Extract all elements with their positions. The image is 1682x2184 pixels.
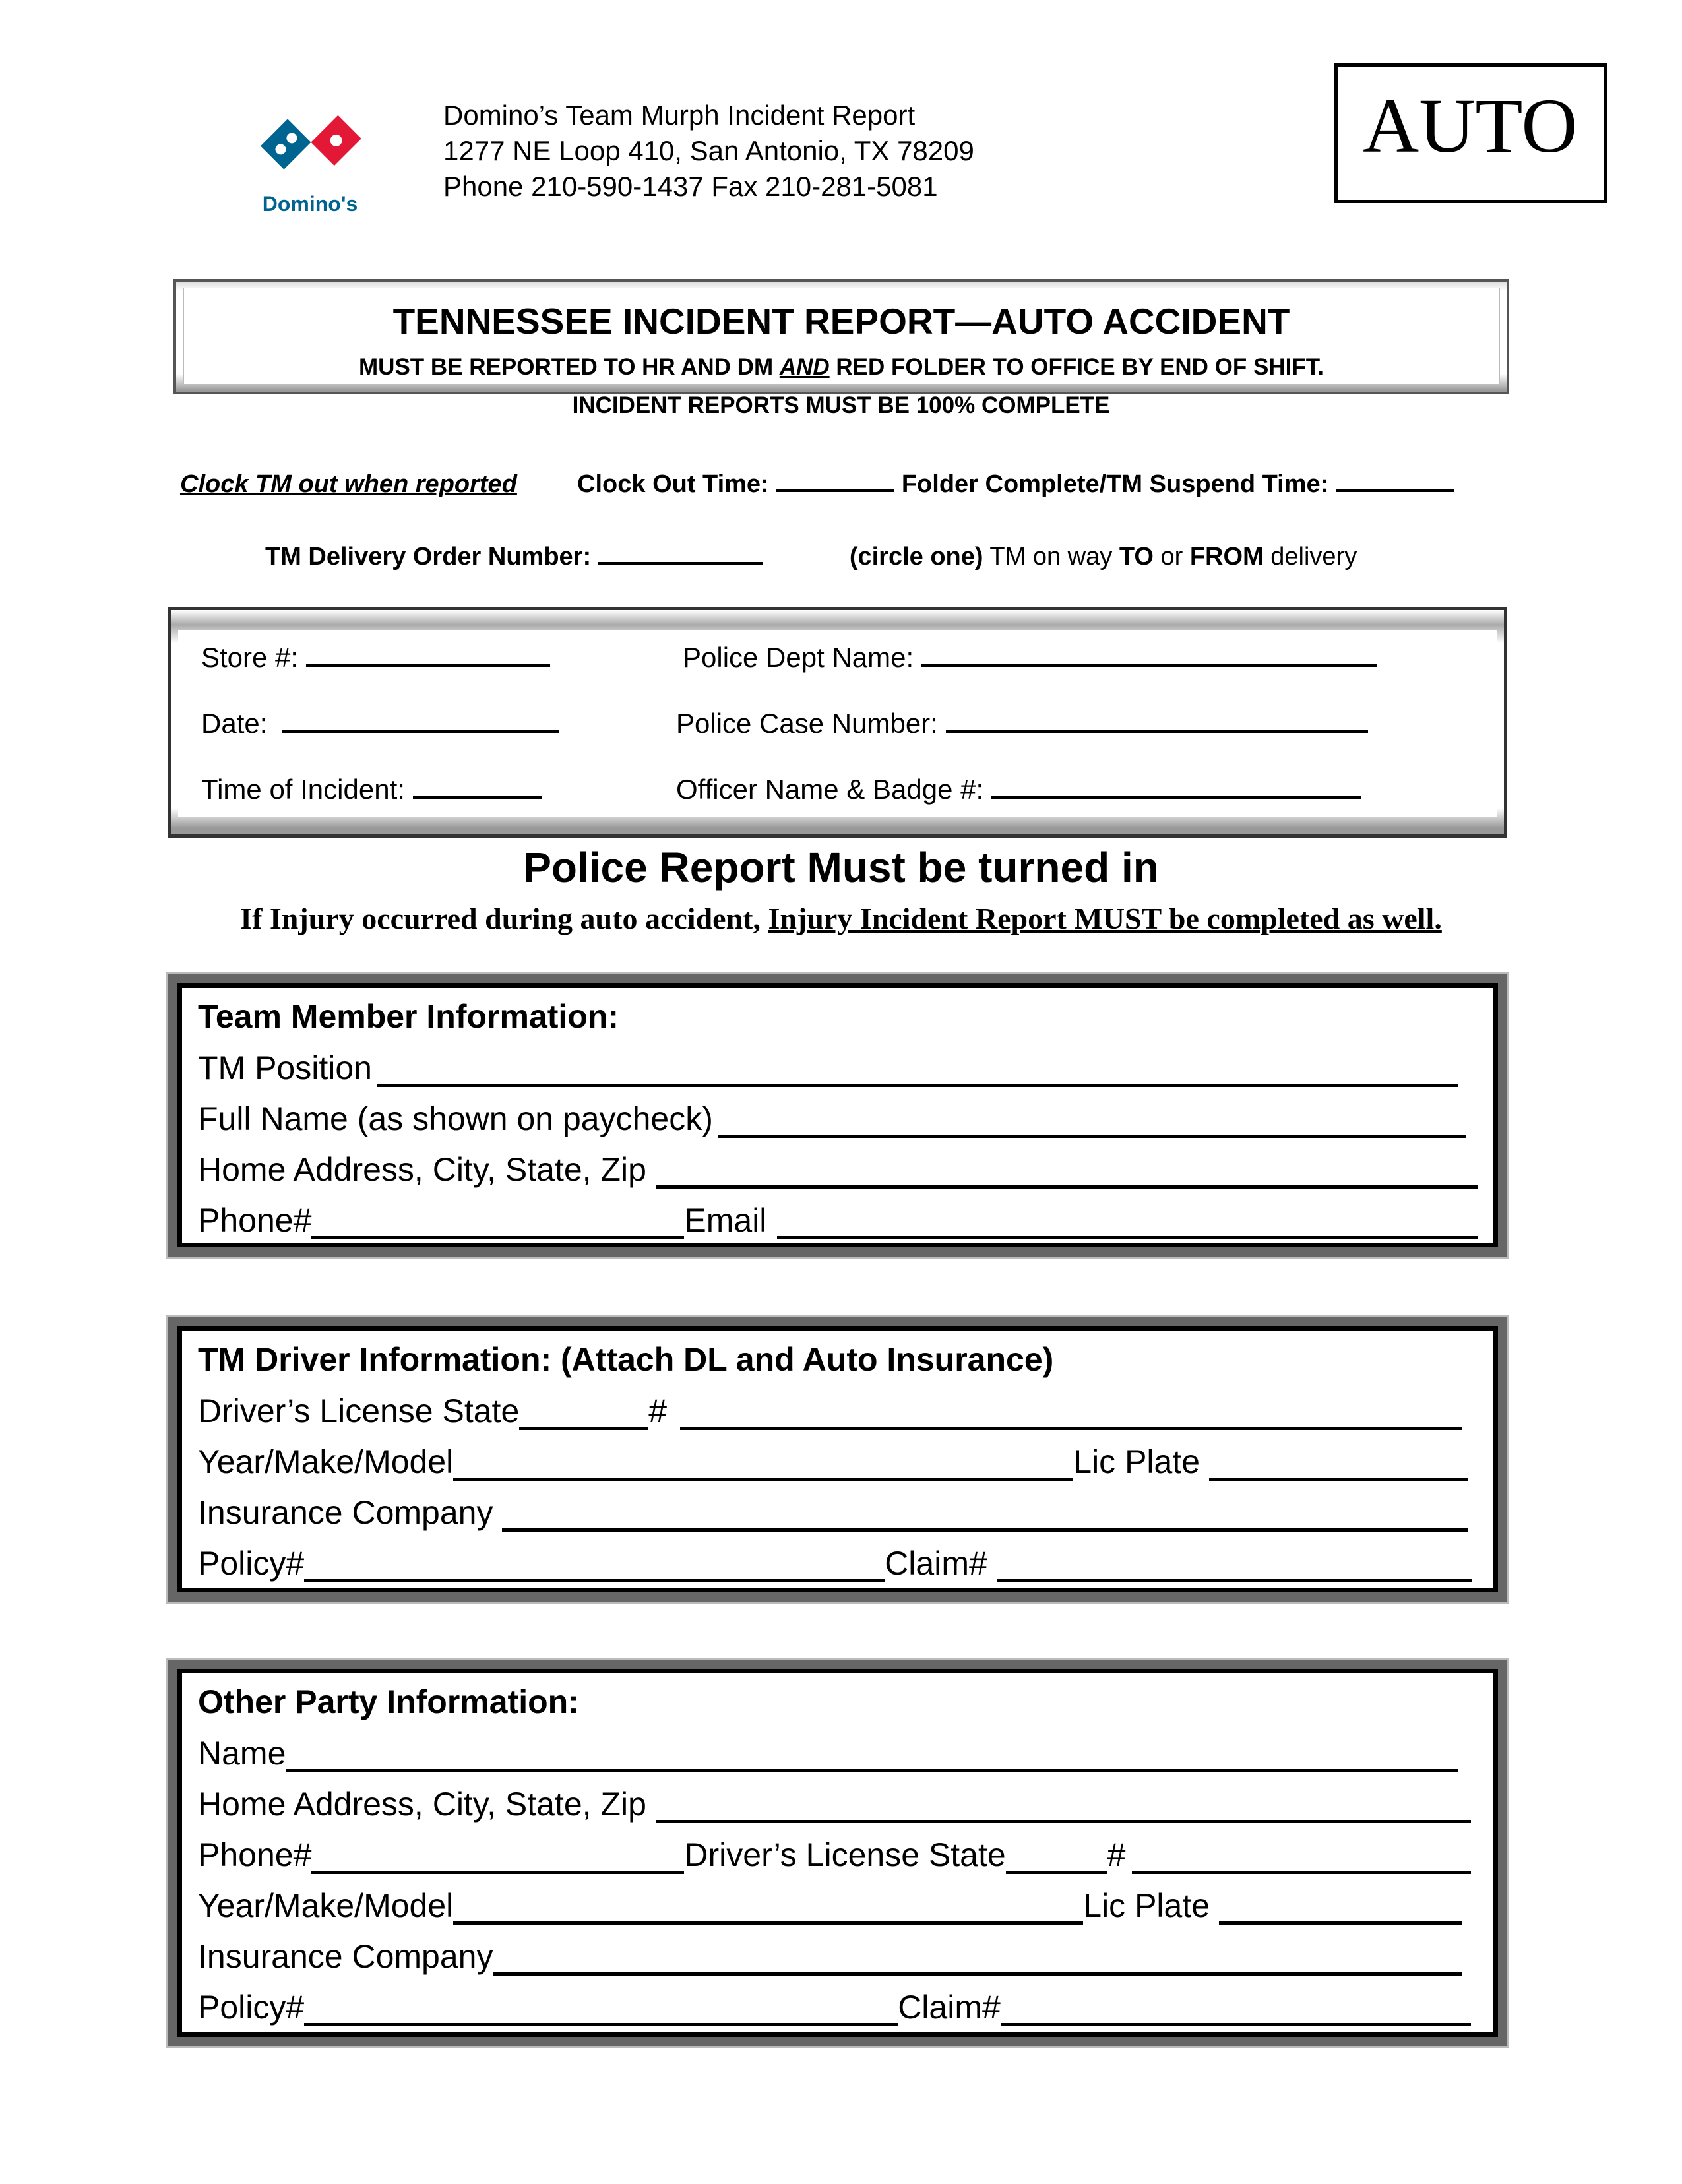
police-dept-field[interactable]	[921, 644, 1377, 667]
case-number-field[interactable]	[946, 710, 1368, 733]
tm-dl-number-field[interactable]	[680, 1400, 1462, 1430]
tm-contact-row: Phone# Email	[198, 1201, 1478, 1239]
dominos-logo	[251, 99, 369, 218]
order-number-field[interactable]	[598, 542, 763, 565]
company-address: 1277 NE Loop 410, San Antonio, TX 78209	[443, 135, 974, 166]
tm-plate-field[interactable]	[1209, 1451, 1468, 1481]
op-plate-field[interactable]	[1219, 1895, 1462, 1925]
op-name-field[interactable]	[286, 1743, 1458, 1772]
tm-position-row: TM Position	[198, 1049, 1478, 1087]
title-box	[173, 279, 1509, 394]
team-member-section	[166, 972, 1509, 1259]
incident-details-box	[168, 607, 1507, 838]
op-address-field[interactable]	[656, 1794, 1471, 1823]
case-number-row: Police Case Number:	[676, 708, 1368, 739]
clock-out-time-field[interactable]	[776, 470, 894, 492]
op-dl-state-field[interactable]	[1006, 1844, 1107, 1874]
suspend-time-label: Folder Complete/TM Suspend Time:	[901, 470, 1329, 498]
op-policy-row: Policy# Claim#	[198, 1988, 1478, 2026]
op-vehicle-field[interactable]	[453, 1895, 1083, 1925]
op-insurance-row: Insurance Company	[198, 1937, 1478, 1976]
svg-text:Domino's: Domino's	[262, 192, 358, 216]
time-of-incident-field[interactable]	[413, 776, 542, 799]
order-row: TM Delivery Order Number: (circle one) TM on way TO or FROM delivery	[265, 543, 1357, 571]
officer-row: Officer Name & Badge #:	[676, 774, 1361, 805]
option-to[interactable]: TO	[1119, 543, 1154, 571]
other-party-section	[166, 1658, 1509, 2048]
completeness-note: INCIDENT REPORTS MUST BE 100% COMPLETE	[572, 392, 1110, 418]
full-name-field[interactable]	[718, 1108, 1466, 1138]
tm-position-field[interactable]	[377, 1057, 1458, 1087]
tm-vehicle-field[interactable]	[453, 1451, 1073, 1481]
date-field[interactable]	[282, 710, 559, 733]
team-member-heading: Team Member Information:	[198, 998, 619, 1035]
suspend-time-field[interactable]	[1336, 470, 1454, 492]
tm-insurance-field[interactable]	[502, 1502, 1468, 1532]
officer-badge-field[interactable]	[991, 776, 1361, 799]
police-dept-row: Police Dept Name:	[683, 642, 1377, 673]
injury-notice: If Injury occurred during auto accident, Injury Incident Report MUST be completed as well.	[240, 902, 1442, 935]
op-phone-dl-row: Phone# Driver’s License State #	[198, 1836, 1478, 1874]
company-address-block	[443, 98, 974, 204]
police-report-notice: Police Report Must be turned in	[523, 844, 1159, 891]
op-phone-field[interactable]	[311, 1844, 684, 1874]
report-type-label: AUTO	[1363, 82, 1578, 169]
op-insurance-field[interactable]	[493, 1946, 1462, 1976]
op-policy-field[interactable]	[304, 1997, 898, 2026]
tm-driver-heading: TM Driver Information: (Attach DL and Auto Insurance)	[198, 1341, 1054, 1378]
option-from[interactable]: FROM	[1189, 543, 1264, 571]
op-name-row: Name	[198, 1734, 1478, 1772]
page-title: TENNESSEE INCIDENT REPORT—AUTO ACCIDENT	[392, 301, 1290, 342]
tm-insurance-row: Insurance Company	[198, 1493, 1478, 1532]
tm-email-field[interactable]	[777, 1210, 1478, 1239]
clock-out-instruction: Clock TM out when reported	[180, 470, 517, 498]
tm-policy-field[interactable]	[304, 1553, 885, 1582]
op-address-row: Home Address, City, State, Zip	[198, 1785, 1478, 1823]
injury-report-link: Injury Incident Report MUST be completed as well.	[768, 902, 1442, 935]
tm-claim-field[interactable]	[997, 1553, 1472, 1582]
op-vehicle-row: Year/Make/Model Lic Plate	[198, 1887, 1478, 1925]
clock-out-label: Clock Out Time:	[577, 470, 769, 498]
report-type-badge	[1334, 63, 1607, 203]
tm-address-field[interactable]	[656, 1159, 1478, 1189]
tm-policy-row: Policy# Claim#	[198, 1544, 1478, 1582]
full-name-row: Full Name (as shown on paycheck)	[198, 1100, 1478, 1138]
time-row: Time of Incident:	[201, 774, 542, 805]
company-phone-fax: Phone 210-590-1437 Fax 210-281-5081	[443, 171, 938, 202]
order-number-label: TM Delivery Order Number:	[265, 543, 592, 571]
clock-row	[180, 470, 1454, 499]
store-number-row: Store #:	[201, 642, 550, 673]
op-dl-number-field[interactable]	[1132, 1844, 1471, 1874]
dominos-logo-icon	[251, 99, 369, 218]
other-party-heading: Other Party Information:	[198, 1683, 579, 1720]
emphasis-and: AND	[779, 354, 830, 380]
tm-dl-state-field[interactable]	[519, 1400, 648, 1430]
tm-address-row: Home Address, City, State, Zip	[198, 1150, 1478, 1189]
company-name: Domino’s Team Murph Incident Report	[443, 100, 916, 131]
op-claim-field[interactable]	[1001, 1997, 1471, 2026]
tm-vehicle-row: Year/Make/Model Lic Plate	[198, 1443, 1478, 1481]
reporting-instruction: MUST BE REPORTED TO HR AND DM AND RED FOLDER TO OFFICE BY END OF SHIFT.	[359, 354, 1324, 380]
tm-dl-row: Driver’s License State #	[198, 1392, 1478, 1430]
store-number-field[interactable]	[306, 644, 550, 667]
tm-phone-field[interactable]	[311, 1210, 684, 1239]
date-row: Date:	[201, 708, 559, 739]
tm-driver-section	[166, 1315, 1509, 1604]
